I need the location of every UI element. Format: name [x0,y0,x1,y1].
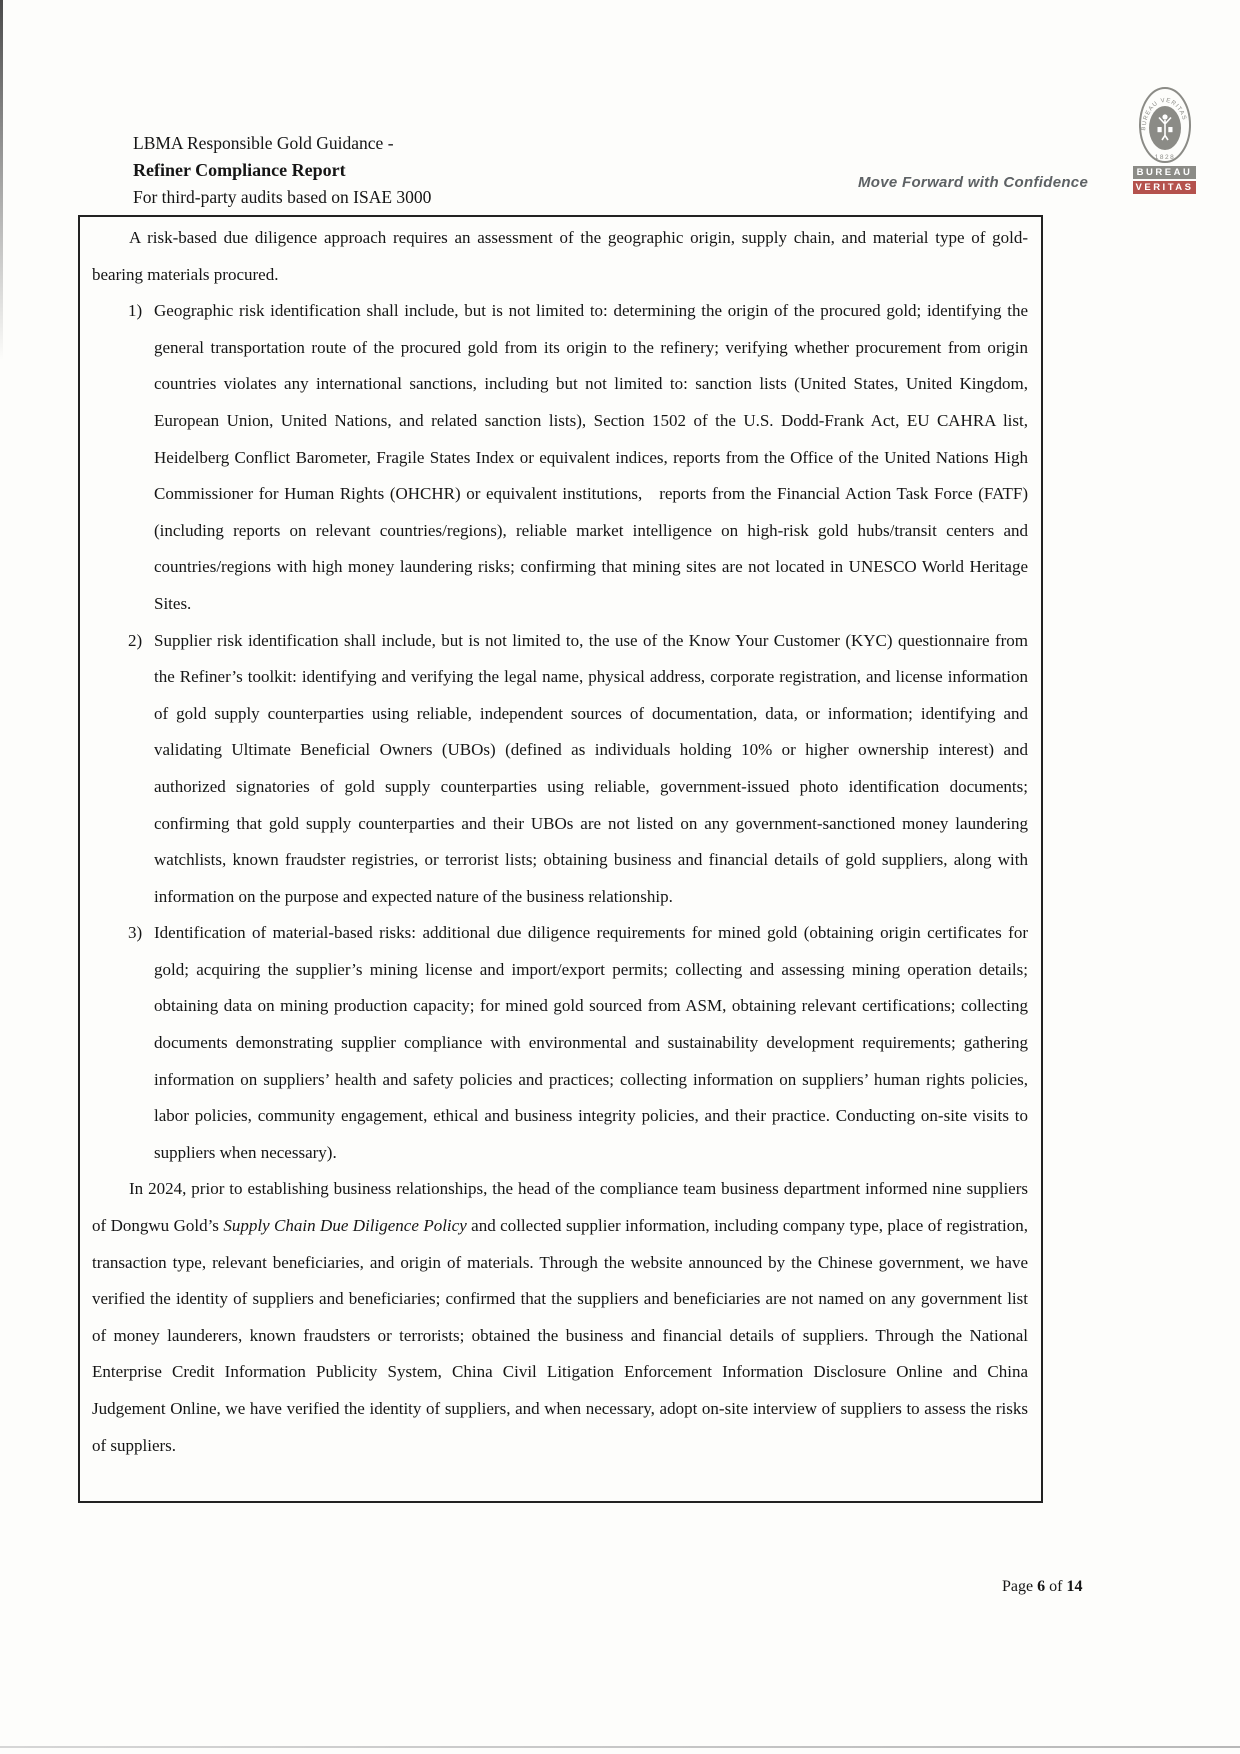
closing-text-after: and collected supplier information, including company type, place of registration, transaction type, relevant beneficiaries, and origin of materials. Through the website announced by the Chinese government, we have verified the identity of suppliers and beneficiaries; confirmed that the suppliers and beneficiaries are not named on any government list of money launderers, known fraudsters or terrorists; obtained the business and financial details of suppliers. Through the National Enterprise Credit Information Publicity System, China Civil Litigation Enforcement Information Disclosure Online and China Judgement Online, we have verified the identity of suppliers, and when necessary, adopt on-site interview of suppliers to assess the risks of suppliers. [92,1216,1028,1455]
doc-title-line2: Refiner Compliance Report [133,160,346,180]
page-footer [1002,1578,1082,1596]
list-item-1-text: Geographic risk identification shall include, but is not limited to: determining the origin of the procured gold; identifying the general transportation route of the procured gold from its origin to the refinery; verifying whether procurement from origin countries violates any international sanctions, including but not limited to: sanction lists (United States, United Kingdom, European Union, United Nations, and related sanction lists), Section 1502 of the U.S. Dodd-Frank Act, EU CAHRA list, Heidelberg Conflict Barometer, Fragile States Index or equivalent indices, reports from the Office of the United Nations High Commissioner for Human Rights (OHCHR) or equivalent institutions, reports from the Financial Action Task Force (FATF) (including reports on relevant countries/regions), reliable market intelligence on high-risk gold hubs/transit centers and countries/regions with high money laundering risks; confirming that mining sites are not located in UNESCO World Heritage Sites. [154,301,1028,613]
logo-veritas-bar: VERITAS [1133,181,1196,194]
footer-of-label: of [1045,1578,1067,1595]
footer-total-pages: 14 [1066,1578,1083,1595]
doc-title-line1: LBMA Responsible Gold Guidance - [133,133,394,153]
list-item-supplier-risk [92,623,1028,916]
footer-page-label: Page [1002,1578,1038,1595]
intro-paragraph: A risk-based due diligence approach requires an assessment of the geographic origin, supply chain, and material type of gold-bearing materials procured. [92,228,1028,284]
emblem-year: 1828 [1154,154,1175,161]
logo-bureau-bar: BUREAU [1133,166,1196,179]
list-item-geographic-risk [92,293,1028,622]
doc-title-line3: For third-party audits based on ISAE 3000 [133,187,432,207]
brand-tagline: Move Forward with Confidence [858,174,1089,191]
scan-bottom-edge-artifact [0,1746,1240,1748]
report-content-box [78,215,1043,1503]
scan-left-edge-artifact [0,0,3,360]
closing-paragraph [92,1171,1028,1464]
list-item-3-text: Identification of material-based risks: additional due diligence requirements for mined gold (obtaining origin certificates for gold; acquiring the supplier’s mining license and import/export permits; collecting and assessing mining operation details; obtaining data on mining production capacity; for mined gold sourced from ASM, obtaining relevant certifications; collecting documents demonstrating supplier compliance with environmental and sustainability development requirements; gathering information on suppliers’ health and safety policies and practices; collecting information on suppliers’ human rights policies, labor policies, community engagement, ethical and business integrity policies, and their practice. Conducting on-site visits to suppliers when necessary). [154,923,1028,1162]
bureau-veritas-logo [1133,86,1196,194]
list-number-2: 2) [128,630,143,650]
policy-title-italic: Supply Chain Due Diligence Policy [223,1216,467,1236]
list-number-1: 1) [128,301,143,321]
document-title-block [133,130,431,211]
closing-text-before: In 2024, prior to establishing business relationships, the head of the compliance team business department informed nine suppliers of Dongwu Gold’s [92,1179,1028,1236]
list-item-material-risk [92,915,1028,1171]
list-item-2-text: Supplier risk identification shall include, but is not limited to, the use of the Know Your Customer (KYC) questionnaire from the Refiner’s toolkit: identifying and verifying the legal name, physical address, corporate registration, and license information of gold supply counterparties using reliable, independent sources of documentation, data, or information; identifying and validating Ultimate Beneficial Owners (UBOs) (defined as individuals holding 10% or higher ownership interest) and authorized signatories of gold supply counterparties using reliable, government-issued photo identification documents; confirming that gold supply counterparties and their UBOs are not listed on any government-sanctioned money laundering watchlists, known fraudster registries, or terrorist lists; obtaining business and financial details of gold suppliers, along with information on the purpose and expected nature of the business relationship. [154,630,1028,906]
emblem-ring-text: BUREAU VERITAS [1140,97,1187,132]
footer-page-number: 6 [1037,1578,1046,1595]
bureau-veritas-emblem-icon [1138,86,1192,164]
list-number-3: 3) [128,923,143,943]
